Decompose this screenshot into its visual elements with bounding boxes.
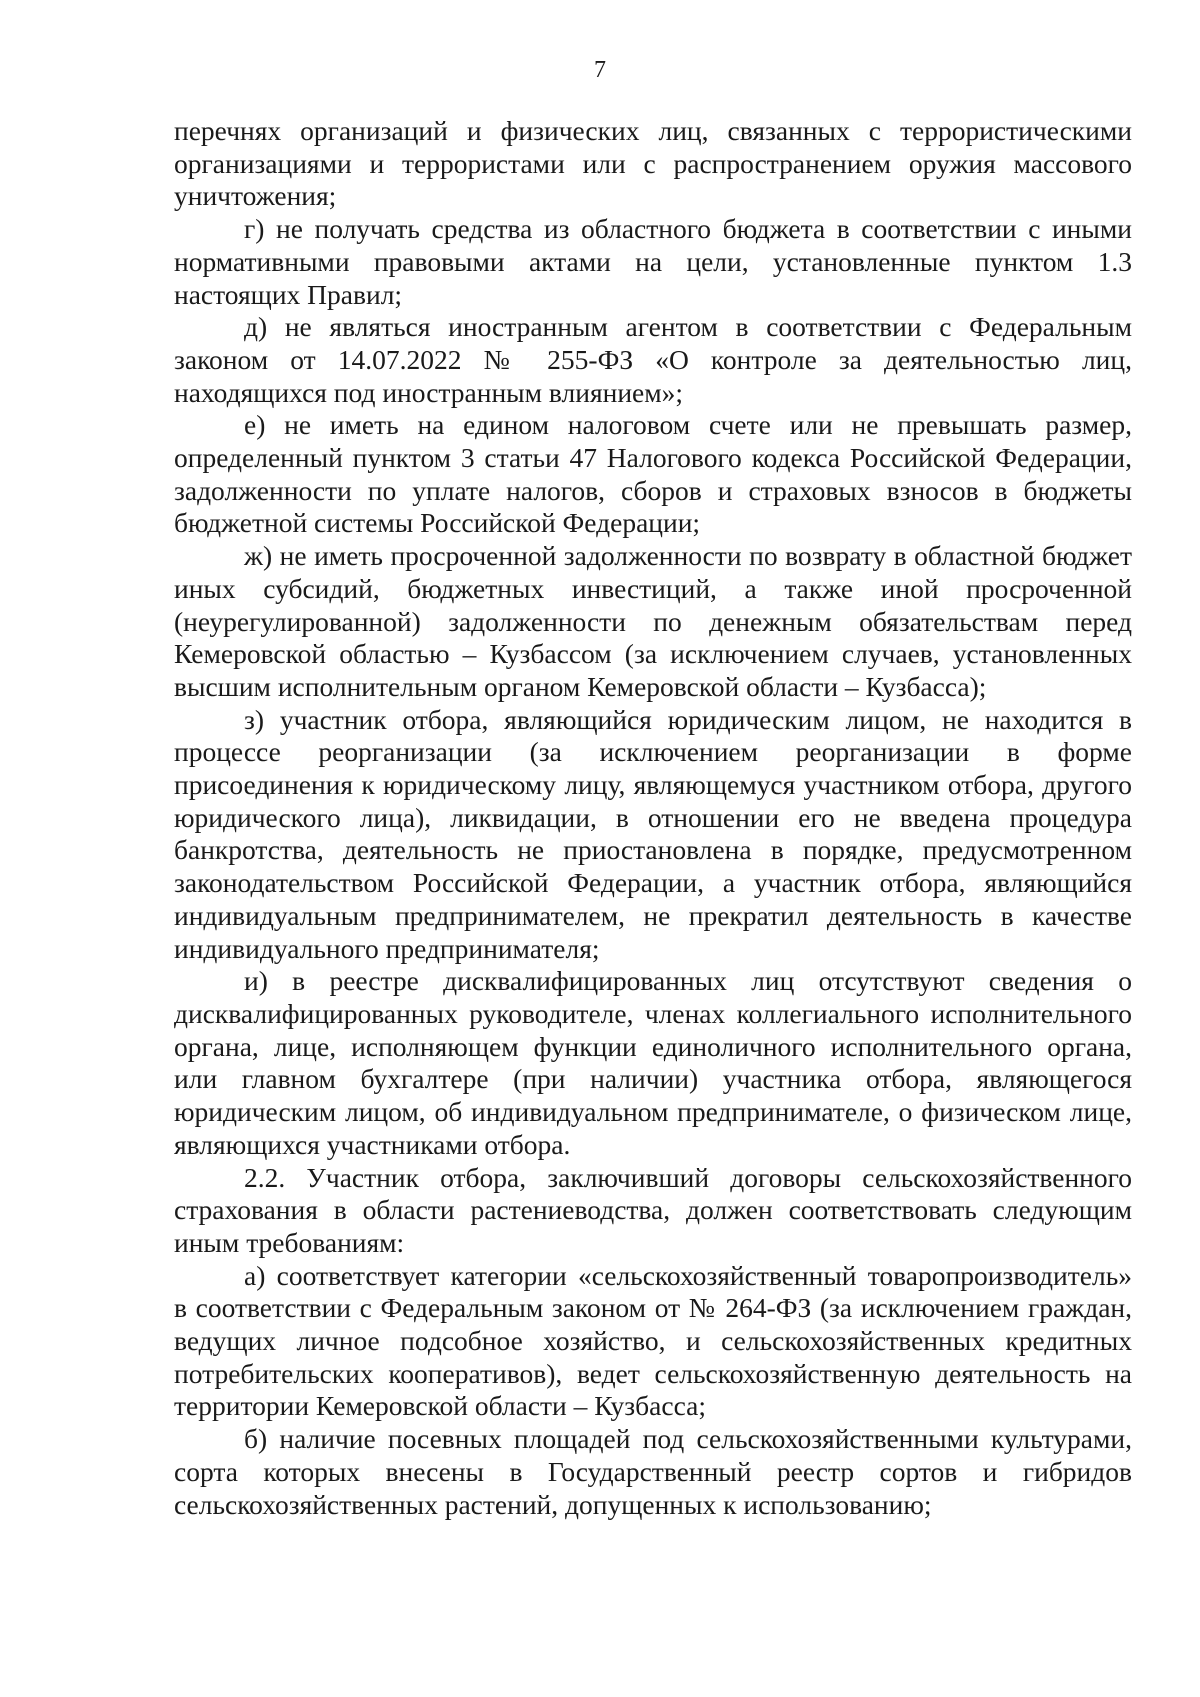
paragraph-item-g: г) не получать средства из областного бюджета в соответствии с иными нормативными правовыми актами на цели, установленные пунктом 1.3 настоящих Правил; [174,213,1132,310]
paragraph-continuation: перечнях организаций и физических лиц, связанных с террористическими организациями и террористами или с распространением оружия массового уничтожения; [174,115,1132,212]
paragraph-section-2-2: 2.2. Участник отбора, заключивший договоры сельскохозяйственного страхования в области растениеводства, должен соответствовать следующим иным требованиям: [174,1161,1132,1258]
paragraph-item-z: з) участник отбора, являющийся юридическим лицом, не находится в процессе реорганизации (за исключением реорганизации в форме присоединения к юридическому лицу, являющемуся участником отбора, другого юридического лица), ликвидации, в отношении его не введена процедура банкротства, деятельность не приостановлена в порядке, предусмотренном законодательством Российской Федерации, а участник отбора, являющийся индивидуальным предпринимателем, не прекратил деятельность в качестве индивидуального предпринимателя; [174,703,1132,964]
paragraph-item-a: а) соответствует категории «сельскохозяйственный товаропроизводитель» в соответствии с Федеральным законом от № 264-ФЗ (за исключением граждан, ведущих личное подсобное хозяйство, и сельскохозяйственных кредитных потребительских кооперативов), ведет сельскохозяйственную деятельность на территории Кемеровской области – Кузбасса; [174,1259,1132,1422]
page-number: 7 [594,57,606,83]
paragraph-item-zh: ж) не иметь просроченной задолженности по возврату в областной бюджет иных субсидий, бюджетных инвестиций, а также иной просроченной (неурегулированной) задолженности по денежным обязательствам перед Кемеровской областью – Кузбассом (за исключением случаев, установленных высшим исполнительным органом Кемеровской области – Кузбасса); [174,540,1132,702]
document-body [174,115,1132,1521]
paragraph-item-i: и) в реестре дисквалифицированных лиц отсутствуют сведения о дисквалифицированных руководителе, членах коллегиального исполнительного органа, лице, исполняющем функции единоличного исполнительного органа, или главном бухгалтере (при наличии) участника отбора, являющегося юридическим лицом, об индивидуальном предпринимателе, о физическом лице, являющихся участниками отбора. [174,965,1132,1160]
paragraph-item-d: д) не являться иностранным агентом в соответствии с Федеральным законом от 14.07.2022 № 255-ФЗ «О контроле за деятельностью лиц, находящихся под иностранным влиянием»; [174,311,1132,408]
paragraph-item-e: е) не иметь на едином налоговом счете или не превышать размер, определенный пунктом 3 статьи 47 Налогового кодекса Российской Федерации, задолженности по уплате налогов, сборов и страховых взносов в бюджеты бюджетной системы Российской Федерации; [174,409,1132,539]
paragraph-item-b: б) наличие посевных площадей под сельскохозяйственными культурами, сорта которых внесены в Государственный реестр сортов и гибридов сельскохозяйственных растений, допущенных к использованию; [174,1423,1132,1520]
